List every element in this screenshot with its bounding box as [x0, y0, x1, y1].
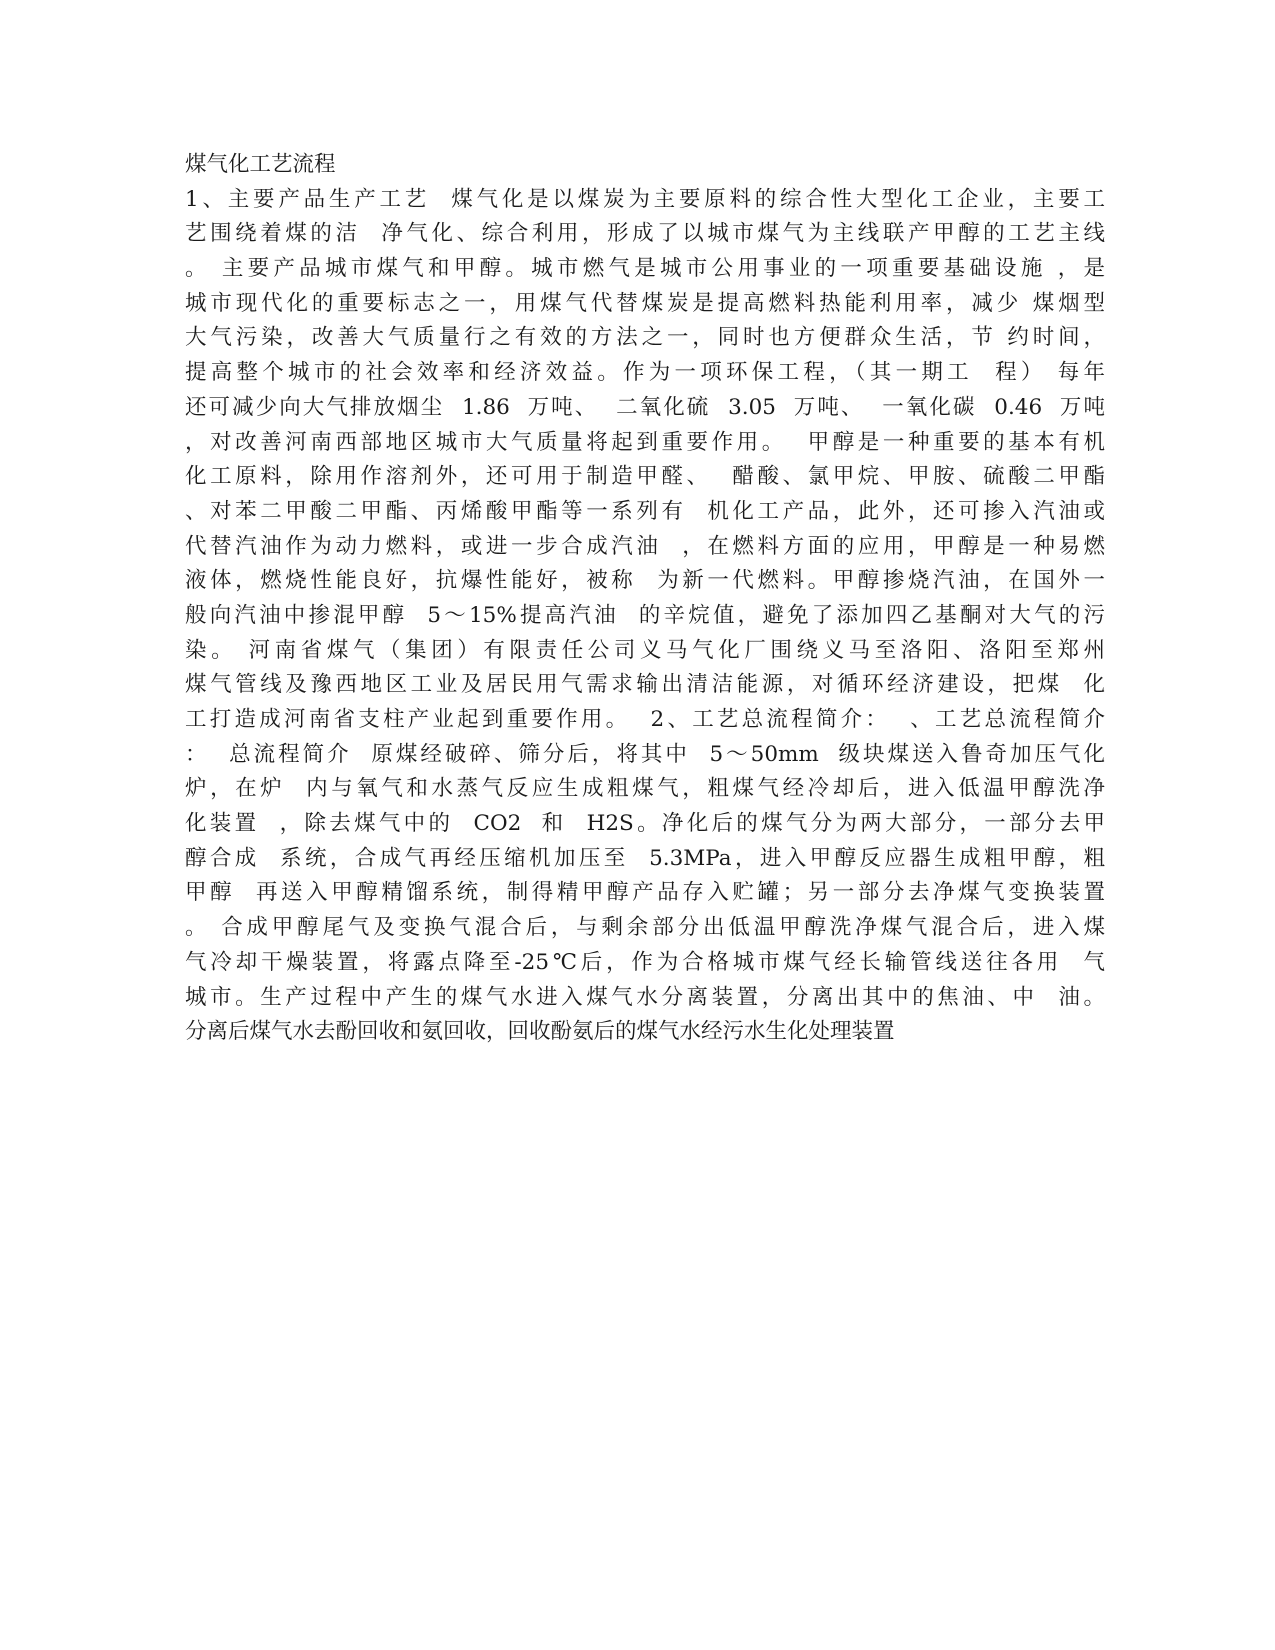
- body-line: 般向汽油中掺混甲醇 5～15%提高汽油 的辛烷值，避免了添加四乙基酮对大气的污: [185, 602, 1105, 628]
- body-line: 。 主要产品城市煤气和甲醇。城市燃气是城市公用事业的一项重要基础设施 ，是: [185, 256, 1105, 282]
- body-line: 液体，燃烧性能良好，抗爆性能好，被称 为新一代燃料。甲醇掺烧汽油，在国外一: [185, 568, 1105, 594]
- body-line: 大气污染，改善大气质量行之有效的方法之一，同时也方便群众生活，节 约时间，: [185, 325, 1105, 351]
- body-line: 分离后煤气水去酚回收和氨回收，回收酚氨后的煤气水经污水生化处理装置: [185, 1019, 895, 1045]
- body-line: 醇合成 系统，合成气再经压缩机加压至 5.3MPa，进入甲醇反应器生成粗甲醇，粗: [185, 845, 1105, 871]
- body-line: 化装置 ，除去煤气中的 CO2 和 H2S。净化后的煤气分为两大部分，一部分去甲: [185, 811, 1105, 837]
- document-title: 煤气化工艺流程: [185, 152, 336, 177]
- body-line: 城市。生产过程中产生的煤气水进入煤气水分离装置，分离出其中的焦油、中 油。: [185, 984, 1105, 1010]
- body-line: ，对改善河南西部地区城市大气质量将起到重要作用。 甲醇是一种重要的基本有机: [185, 429, 1105, 455]
- body-line: 还可减少向大气排放烟尘 1.86 万吨、 二氧化硫 3.05 万吨、 一氧化碳 0.46 万吨: [185, 394, 1105, 420]
- body-line: 代替汽油作为动力燃料，或进一步合成汽油 ，在燃料方面的应用，甲醇是一种易燃: [185, 533, 1105, 559]
- body-line: 气冷却干燥装置，将露点降至-25℃后，作为合格城市煤气经长输管线送往各用 气: [185, 949, 1105, 975]
- body-line: 1、主要产品生产工艺 煤气化是以煤炭为主要原料的综合性大型化工企业，主要工: [185, 186, 1105, 212]
- document-body: [185, 148, 1105, 1050]
- body-line: 工打造成河南省支柱产业起到重要作用。 2、工艺总流程简介： 、工艺总流程简介: [185, 707, 1105, 732]
- body-line: 提高整个城市的社会效率和经济效益。作为一项环保工程，（其一期工 程） 每年: [185, 360, 1105, 386]
- body-line: 城市现代化的重要标志之一，用煤气代替煤炭是提高燃料热能利用率，减少 煤烟型: [185, 290, 1105, 316]
- body-line: 化工原料，除用作溶剂外，还可用于制造甲醛、 醋酸、氯甲烷、甲胺、硫酸二甲酯: [185, 464, 1105, 490]
- body-line: 艺围绕着煤的洁 净气化、综合利用，形成了以城市煤气为主线联产甲醇的工艺主线: [185, 221, 1105, 247]
- body-line: 、对苯二甲酸二甲酯、丙烯酸甲酯等一系列有 机化工产品，此外，还可掺入汽油或: [185, 498, 1105, 524]
- body-line: 。 合成甲醇尾气及变换气混合后，与剩余部分出低温甲醇洗净煤气混合后，进入煤: [185, 915, 1105, 941]
- body-line: 甲醇 再送入甲醇精馏系统，制得精甲醇产品存入贮罐；另一部分去净煤气变换装置: [185, 880, 1105, 906]
- body-line: 炉，在炉 内与氧气和水蒸气反应生成粗煤气，粗煤气经冷却后，进入低温甲醇洗净: [185, 776, 1105, 802]
- body-line: ： 总流程简介 原煤经破碎、筛分后，将其中 5～50mm 级块煤送入鲁奇加压气化: [185, 741, 1105, 767]
- body-line: 煤气管线及豫西地区工业及居民用气需求输出清洁能源，对循环经济建设，把煤 化: [185, 672, 1105, 698]
- body-line: 染。 河南省煤气（集团）有限责任公司义马气化厂围绕义马至洛阳、洛阳至郑州: [185, 637, 1105, 663]
